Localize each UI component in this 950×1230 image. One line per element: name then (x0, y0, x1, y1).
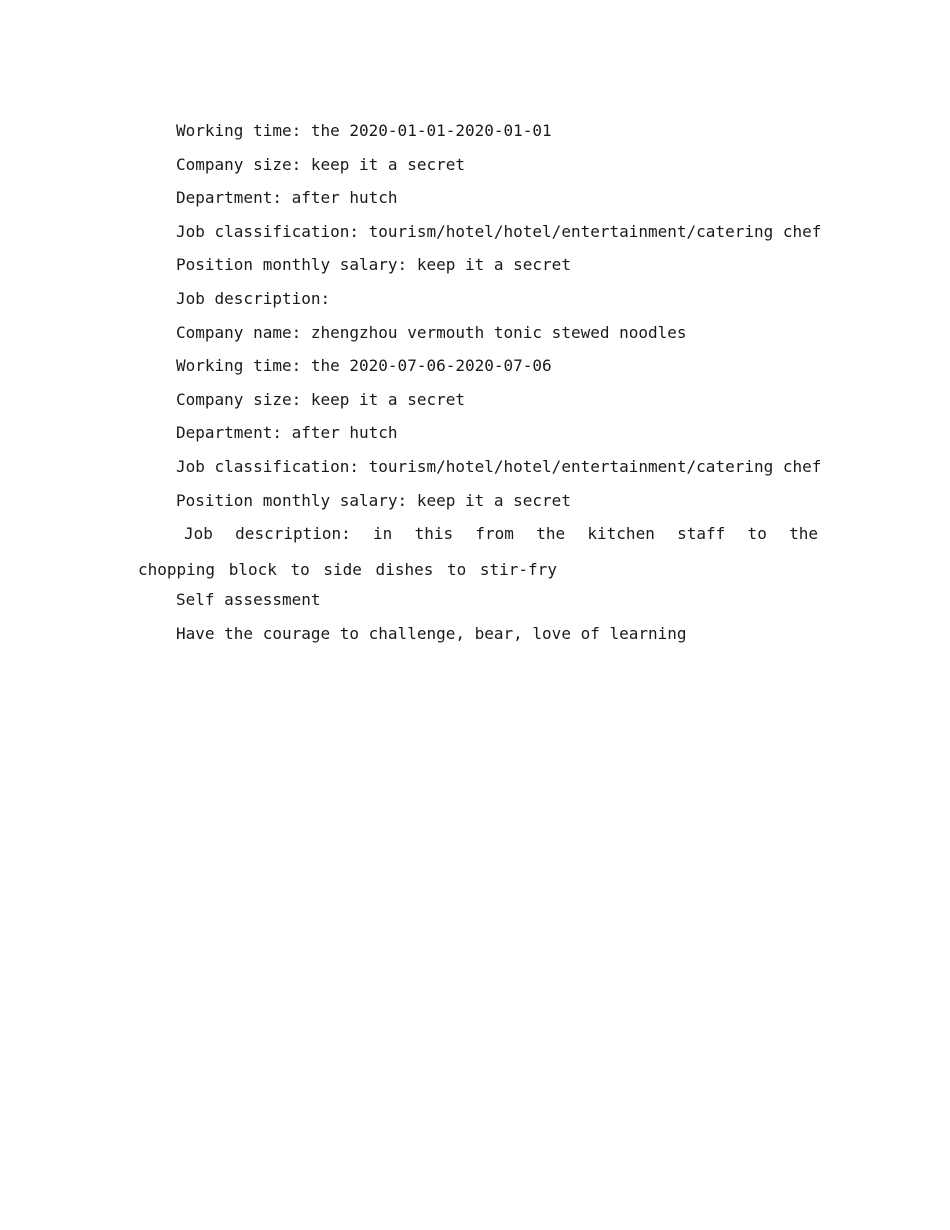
job-classification-line-2: Job classification: tourism/hotel/hotel/entertainment/catering chef (176, 456, 822, 476)
monthly-salary-line-2: Position monthly salary: keep it a secret (176, 490, 571, 510)
department-line-1: Department: after hutch (176, 188, 398, 208)
job-classification-line-1: Job classification: tourism/hotel/hotel/entertainment/catering chef (176, 221, 822, 241)
company-size-line-2: Company size: keep it a secret (176, 389, 465, 409)
job-description-line-1: Job description: (176, 288, 331, 308)
working-time-line-2: Working time: the 2020-07-06-2020-07-06 (176, 356, 552, 376)
department-line-2: Department: after hutch (176, 423, 398, 443)
job-description-paragraph: Job description: in this from the kitchen staff to the chopping block to side dishes to stir-fry (138, 524, 818, 580)
company-name-line: Company name: zhengzhou vermouth tonic stewed noodles (176, 322, 687, 342)
company-size-line-1: Company size: keep it a secret (176, 154, 465, 174)
job-description-paragraph-block (138, 516, 818, 586)
monthly-salary-line-1: Position monthly salary: keep it a secret (176, 255, 571, 275)
self-assessment-heading: Self assessment (176, 590, 321, 610)
self-assessment-text: Have the courage to challenge, bear, love of learning (176, 623, 687, 643)
working-time-line-1: Working time: the 2020-01-01-2020-01-01 (176, 121, 552, 140)
document-body (138, 117, 822, 653)
